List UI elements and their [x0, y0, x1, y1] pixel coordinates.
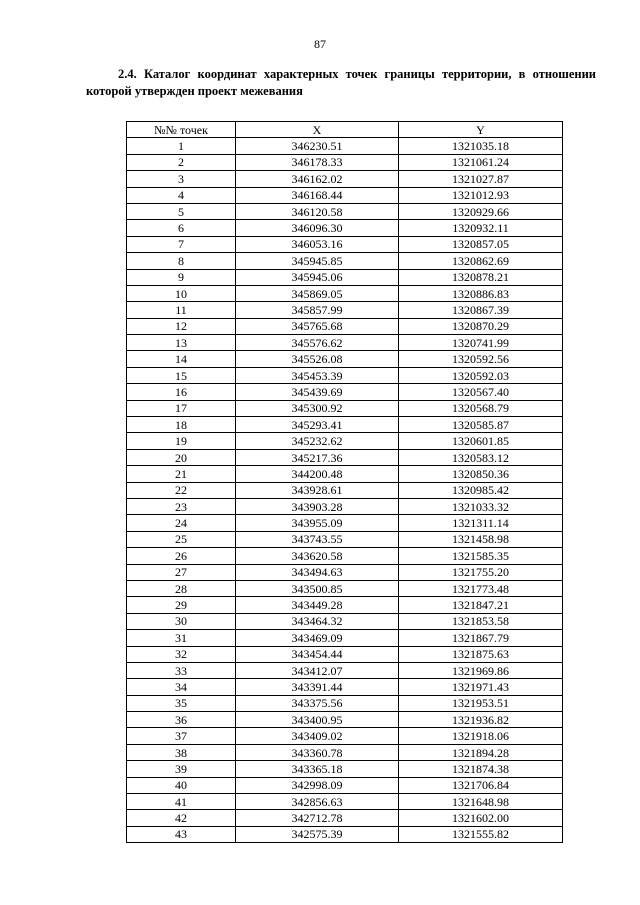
cell-x: 346162.02	[236, 171, 399, 187]
cell-point-number: 34	[127, 679, 236, 695]
table-row	[127, 761, 563, 777]
cell-y: 1321061.24	[399, 154, 563, 170]
cell-point-number: 32	[127, 646, 236, 662]
cell-x: 346168.44	[236, 187, 399, 203]
table-row	[127, 712, 563, 728]
cell-point-number: 10	[127, 285, 236, 301]
table-row	[127, 548, 563, 564]
cell-x: 343500.85	[236, 580, 399, 596]
cell-point-number: 23	[127, 498, 236, 514]
header-x: X	[236, 122, 399, 138]
table-row	[127, 810, 563, 826]
cell-point-number: 1	[127, 138, 236, 154]
cell-y: 1321027.87	[399, 171, 563, 187]
table-row	[127, 777, 563, 793]
table-row	[127, 613, 563, 629]
cell-x: 343454.44	[236, 646, 399, 662]
cell-y: 1321867.79	[399, 630, 563, 646]
cell-x: 346120.58	[236, 203, 399, 219]
table-row	[127, 171, 563, 187]
cell-point-number: 12	[127, 318, 236, 334]
cell-x: 344200.48	[236, 466, 399, 482]
table-row	[127, 433, 563, 449]
cell-y: 1321555.82	[399, 826, 563, 842]
cell-y: 1320870.29	[399, 318, 563, 334]
cell-point-number: 39	[127, 761, 236, 777]
cell-y: 1321035.18	[399, 138, 563, 154]
table-row	[127, 498, 563, 514]
cell-point-number: 43	[127, 826, 236, 842]
table-row	[127, 335, 563, 351]
cell-y: 1321874.38	[399, 761, 563, 777]
table-row	[127, 269, 563, 285]
cell-y: 1320929.66	[399, 203, 563, 219]
header-point-number: №№ точек	[127, 122, 236, 138]
cell-y: 1321853.58	[399, 613, 563, 629]
table-row	[127, 449, 563, 465]
table-row	[127, 154, 563, 170]
cell-y: 1320985.42	[399, 482, 563, 498]
cell-point-number: 4	[127, 187, 236, 203]
cell-x: 343360.78	[236, 744, 399, 760]
cell-x: 346053.16	[236, 236, 399, 252]
cell-point-number: 31	[127, 630, 236, 646]
cell-x: 345945.85	[236, 253, 399, 269]
cell-x: 342712.78	[236, 810, 399, 826]
cell-y: 1321012.93	[399, 187, 563, 203]
cell-x: 346096.30	[236, 220, 399, 236]
cell-point-number: 16	[127, 384, 236, 400]
cell-point-number: 41	[127, 794, 236, 810]
table-row	[127, 630, 563, 646]
cell-point-number: 25	[127, 531, 236, 547]
cell-y: 1321953.51	[399, 695, 563, 711]
cell-x: 343449.28	[236, 597, 399, 613]
cell-x: 343494.63	[236, 564, 399, 580]
cell-y: 1320862.69	[399, 253, 563, 269]
cell-x: 346230.51	[236, 138, 399, 154]
table-row	[127, 318, 563, 334]
header-y: Y	[399, 122, 563, 138]
table-row	[127, 794, 563, 810]
cell-x: 343365.18	[236, 761, 399, 777]
table-row	[127, 253, 563, 269]
cell-y: 1321755.20	[399, 564, 563, 580]
table-row	[127, 203, 563, 219]
cell-y: 1320592.56	[399, 351, 563, 367]
cell-x: 345526.08	[236, 351, 399, 367]
cell-point-number: 29	[127, 597, 236, 613]
cell-y: 1321648.98	[399, 794, 563, 810]
cell-y: 1321033.32	[399, 498, 563, 514]
cell-point-number: 20	[127, 449, 236, 465]
cell-point-number: 19	[127, 433, 236, 449]
cell-point-number: 7	[127, 236, 236, 252]
cell-x: 345857.99	[236, 302, 399, 318]
cell-y: 1320867.39	[399, 302, 563, 318]
cell-point-number: 5	[127, 203, 236, 219]
cell-x: 345945.06	[236, 269, 399, 285]
table-row	[127, 187, 563, 203]
section-heading	[86, 66, 596, 100]
cell-y: 1320850.36	[399, 466, 563, 482]
cell-x: 345453.39	[236, 367, 399, 383]
cell-x: 343375.56	[236, 695, 399, 711]
cell-point-number: 33	[127, 662, 236, 678]
table-row	[127, 285, 563, 301]
cell-y: 1321773.48	[399, 580, 563, 596]
cell-y: 1320886.83	[399, 285, 563, 301]
cell-x: 343743.55	[236, 531, 399, 547]
table-row	[127, 580, 563, 596]
table-row	[127, 728, 563, 744]
cell-x: 343955.09	[236, 515, 399, 531]
cell-x: 343928.61	[236, 482, 399, 498]
cell-y: 1321706.84	[399, 777, 563, 793]
cell-point-number: 18	[127, 417, 236, 433]
cell-y: 1321936.82	[399, 712, 563, 728]
cell-y: 1320585.87	[399, 417, 563, 433]
cell-x: 342575.39	[236, 826, 399, 842]
cell-y: 1320932.11	[399, 220, 563, 236]
cell-point-number: 30	[127, 613, 236, 629]
cell-point-number: 3	[127, 171, 236, 187]
cell-x: 343409.02	[236, 728, 399, 744]
cell-x: 345293.41	[236, 417, 399, 433]
cell-x: 345232.62	[236, 433, 399, 449]
cell-y: 1321971.43	[399, 679, 563, 695]
cell-x: 343464.32	[236, 613, 399, 629]
cell-point-number: 22	[127, 482, 236, 498]
cell-y: 1321602.00	[399, 810, 563, 826]
cell-point-number: 28	[127, 580, 236, 596]
cell-point-number: 17	[127, 400, 236, 416]
cell-point-number: 13	[127, 335, 236, 351]
cell-x: 345576.62	[236, 335, 399, 351]
cell-x: 345439.69	[236, 384, 399, 400]
cell-point-number: 36	[127, 712, 236, 728]
table-row	[127, 564, 563, 580]
coordinates-table	[126, 121, 563, 843]
cell-y: 1321847.21	[399, 597, 563, 613]
cell-y: 1320567.40	[399, 384, 563, 400]
cell-y: 1321969.86	[399, 662, 563, 678]
table-row	[127, 646, 563, 662]
cell-x: 343620.58	[236, 548, 399, 564]
table-row	[127, 417, 563, 433]
cell-y: 1321311.14	[399, 515, 563, 531]
cell-point-number: 40	[127, 777, 236, 793]
cell-x: 343412.07	[236, 662, 399, 678]
cell-point-number: 37	[127, 728, 236, 744]
cell-x: 343400.95	[236, 712, 399, 728]
cell-x: 345217.36	[236, 449, 399, 465]
cell-x: 343469.09	[236, 630, 399, 646]
table-row	[127, 466, 563, 482]
cell-point-number: 26	[127, 548, 236, 564]
cell-x: 345765.68	[236, 318, 399, 334]
cell-point-number: 8	[127, 253, 236, 269]
cell-y: 1320601.85	[399, 433, 563, 449]
table-row	[127, 826, 563, 842]
cell-point-number: 27	[127, 564, 236, 580]
cell-y: 1320568.79	[399, 400, 563, 416]
table-body	[127, 138, 563, 843]
cell-point-number: 15	[127, 367, 236, 383]
table-row	[127, 482, 563, 498]
cell-y: 1320592.03	[399, 367, 563, 383]
cell-y: 1321458.98	[399, 531, 563, 547]
cell-x: 343391.44	[236, 679, 399, 695]
page-number: 87	[314, 37, 326, 51]
table-row	[127, 302, 563, 318]
table-row	[127, 531, 563, 547]
table-row	[127, 515, 563, 531]
table-row	[127, 662, 563, 678]
table-row	[127, 351, 563, 367]
cell-y: 1321585.35	[399, 548, 563, 564]
cell-point-number: 2	[127, 154, 236, 170]
table-header-row	[127, 122, 563, 138]
cell-y: 1321894.28	[399, 744, 563, 760]
table-row	[127, 400, 563, 416]
cell-x: 345869.05	[236, 285, 399, 301]
table-row	[127, 744, 563, 760]
cell-point-number: 38	[127, 744, 236, 760]
cell-x: 343903.28	[236, 498, 399, 514]
cell-y: 1321875.63	[399, 646, 563, 662]
cell-point-number: 24	[127, 515, 236, 531]
cell-point-number: 14	[127, 351, 236, 367]
cell-y: 1320857.05	[399, 236, 563, 252]
table-row	[127, 138, 563, 154]
cell-point-number: 9	[127, 269, 236, 285]
table-row	[127, 367, 563, 383]
table-row	[127, 679, 563, 695]
cell-x: 346178.33	[236, 154, 399, 170]
cell-y: 1320741.99	[399, 335, 563, 351]
section-heading-text: 2.4. Каталог координат характерных точек границы территории, в отношении которой утвержден проект межевания	[86, 67, 596, 98]
cell-point-number: 11	[127, 302, 236, 318]
table-row	[127, 695, 563, 711]
table-row	[127, 384, 563, 400]
cell-point-number: 6	[127, 220, 236, 236]
cell-x: 342856.63	[236, 794, 399, 810]
cell-x: 345300.92	[236, 400, 399, 416]
table-row	[127, 236, 563, 252]
cell-point-number: 42	[127, 810, 236, 826]
table-row	[127, 220, 563, 236]
cell-x: 342998.09	[236, 777, 399, 793]
cell-point-number: 35	[127, 695, 236, 711]
cell-point-number: 21	[127, 466, 236, 482]
cell-y: 1320878.21	[399, 269, 563, 285]
cell-y: 1320583.12	[399, 449, 563, 465]
cell-y: 1321918.06	[399, 728, 563, 744]
table-row	[127, 597, 563, 613]
